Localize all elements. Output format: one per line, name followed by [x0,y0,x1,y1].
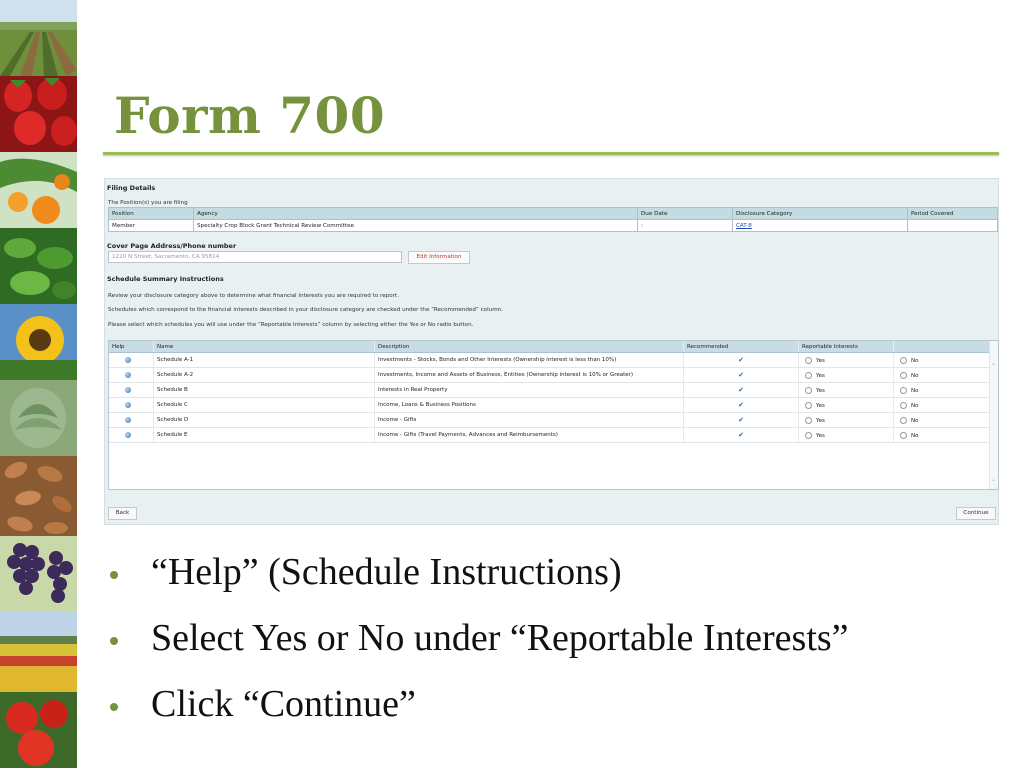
bullet-text: Click “Continue” [151,683,416,725]
checkmark-icon: ✔ [738,356,744,364]
instruction-line-2: Schedules which correspond to the financial interests described in your disclosure category are checked under the “Recommended” column. [108,307,503,313]
yes-radio[interactable] [805,417,812,424]
yes-label: Yes [816,432,825,439]
yes-radio[interactable] [805,387,812,394]
yes-radio[interactable] [805,432,812,439]
table-row [109,220,998,232]
agency-cell: Specialty Crop Block Grant Technical Review Committee [194,220,638,232]
col-disclosure-category: Disclosure Category [733,208,908,220]
herbs-photo [0,228,77,304]
schedule-description: Income - Gifts (Travel Payments, Advances and Reimbursements) [375,428,684,443]
help-icon[interactable] [125,387,131,393]
form-screenshot-panel [104,178,999,525]
table-row [109,353,991,368]
yes-label: Yes [816,402,825,409]
no-radio[interactable] [900,402,907,409]
schedule-name: Schedule A-1 [154,353,375,368]
disclosure-category-cell [733,220,908,232]
yes-label: Yes [816,417,825,424]
no-radio[interactable] [900,372,907,379]
no-label: No [911,402,919,409]
instruction-line-3: Please select which schedules you will use under the “Reportable Interests” column by selecting either the Yes or No radio button. [108,322,474,328]
yes-radio[interactable] [805,372,812,379]
schedule-description: Interests in Real Property [375,383,684,398]
col-description: Description [375,341,684,353]
almonds-photo [0,456,77,536]
artichoke-photo [0,380,77,456]
no-label: No [911,372,919,379]
schedule-name: Schedule B [154,383,375,398]
no-label: No [911,417,919,424]
bullet-dot-icon [110,637,118,645]
col-recommended: Recommended [684,341,799,353]
sunflower-photo [0,304,77,380]
help-icon[interactable] [125,417,131,423]
yes-radio[interactable] [805,357,812,364]
col-agency: Agency [194,208,638,220]
farm-field-photo [0,0,77,76]
help-icon[interactable] [125,372,131,378]
schedule-name: Schedule C [154,398,375,413]
checkmark-icon: ✔ [738,416,744,424]
schedule-scrollbar[interactable] [989,341,998,489]
col-help: Help [109,341,154,353]
checkmark-icon: ✔ [738,371,744,379]
col-position: Position [109,208,194,220]
due-date-cell: : [638,220,733,232]
col-reportable-interests: Reportable Interests [799,341,894,353]
strawberries-photo [0,76,77,152]
checkmark-icon: ✔ [738,431,744,439]
schedule-description: Income, Loans & Business Positions [375,398,684,413]
bullet-dot-icon [110,703,118,711]
back-button[interactable]: Back [108,507,137,520]
grapes-photo [0,536,77,612]
col-name: Name [154,341,375,353]
table-row [109,398,991,413]
yes-label: Yes [816,357,825,364]
filing-details-label: Filing Details [107,184,156,192]
slide-title: Form 700 [114,86,386,145]
address-field[interactable]: 1220 N Street, Sacramento, CA 95814 [108,251,402,263]
yes-radio[interactable] [805,402,812,409]
no-radio[interactable] [900,387,907,394]
table-row [109,383,991,398]
checkmark-icon: ✔ [738,386,744,394]
schedule-name: Schedule D [154,413,375,428]
help-icon[interactable] [125,402,131,408]
schedule-description: Investments - Stocks, Bonds and Other Interests (Ownership interest is less than 10%) [375,353,684,368]
no-radio[interactable] [900,417,907,424]
table-row [109,413,991,428]
bullet-text: “Help” (Schedule Instructions) [151,551,622,593]
positions-table [108,207,998,232]
instructions-title: Schedule Summary Instructions [107,275,224,283]
no-radio[interactable] [900,357,907,364]
schedule-description: Investments, Income and Assets of Business, Entities (Ownership interest is 10% or Greater) [375,368,684,383]
instruction-line-1: Review your disclosure category above to determine what financial interests you are required to report. [108,293,399,299]
scroll-down-icon[interactable]: ⌄ [991,476,997,483]
schedule-table-container [108,340,999,490]
help-icon[interactable] [125,432,131,438]
period-covered-cell [908,220,998,232]
col-period-covered: Period Covered [908,208,998,220]
schedule-description: Income - Gifts [375,413,684,428]
edit-information-button[interactable]: Edit Information [408,251,470,264]
schedule-name: Schedule A-2 [154,368,375,383]
col-due-date: Due Date [638,208,733,220]
scroll-up-icon[interactable]: ⌃ [991,363,997,370]
bullet-dot-icon [110,571,118,579]
yes-label: Yes [816,372,825,379]
tulip-field-photo [0,612,77,692]
no-label: No [911,387,919,394]
photo-strip [0,0,77,768]
position-cell: Member [109,220,194,232]
oranges-photo [0,152,77,228]
yes-label: Yes [816,387,825,394]
help-icon[interactable] [125,357,131,363]
schedule-name: Schedule E [154,428,375,443]
table-row [109,428,991,443]
cover-page-label: Cover Page Address/Phone number [107,242,237,250]
no-radio[interactable] [900,432,907,439]
schedule-table [109,341,991,443]
tomatoes-photo [0,692,77,768]
title-divider [103,152,999,155]
checkmark-icon: ✔ [738,401,744,409]
no-label: No [911,357,919,364]
cat-8-link[interactable]: CAT-8 [736,222,752,229]
positions-label: The Position(s) you are filing [108,200,188,206]
no-label: No [911,432,919,439]
continue-button[interactable]: Continue [956,507,996,520]
bullet-text: Select Yes or No under “Reportable Interests” [151,617,849,659]
table-row [109,368,991,383]
